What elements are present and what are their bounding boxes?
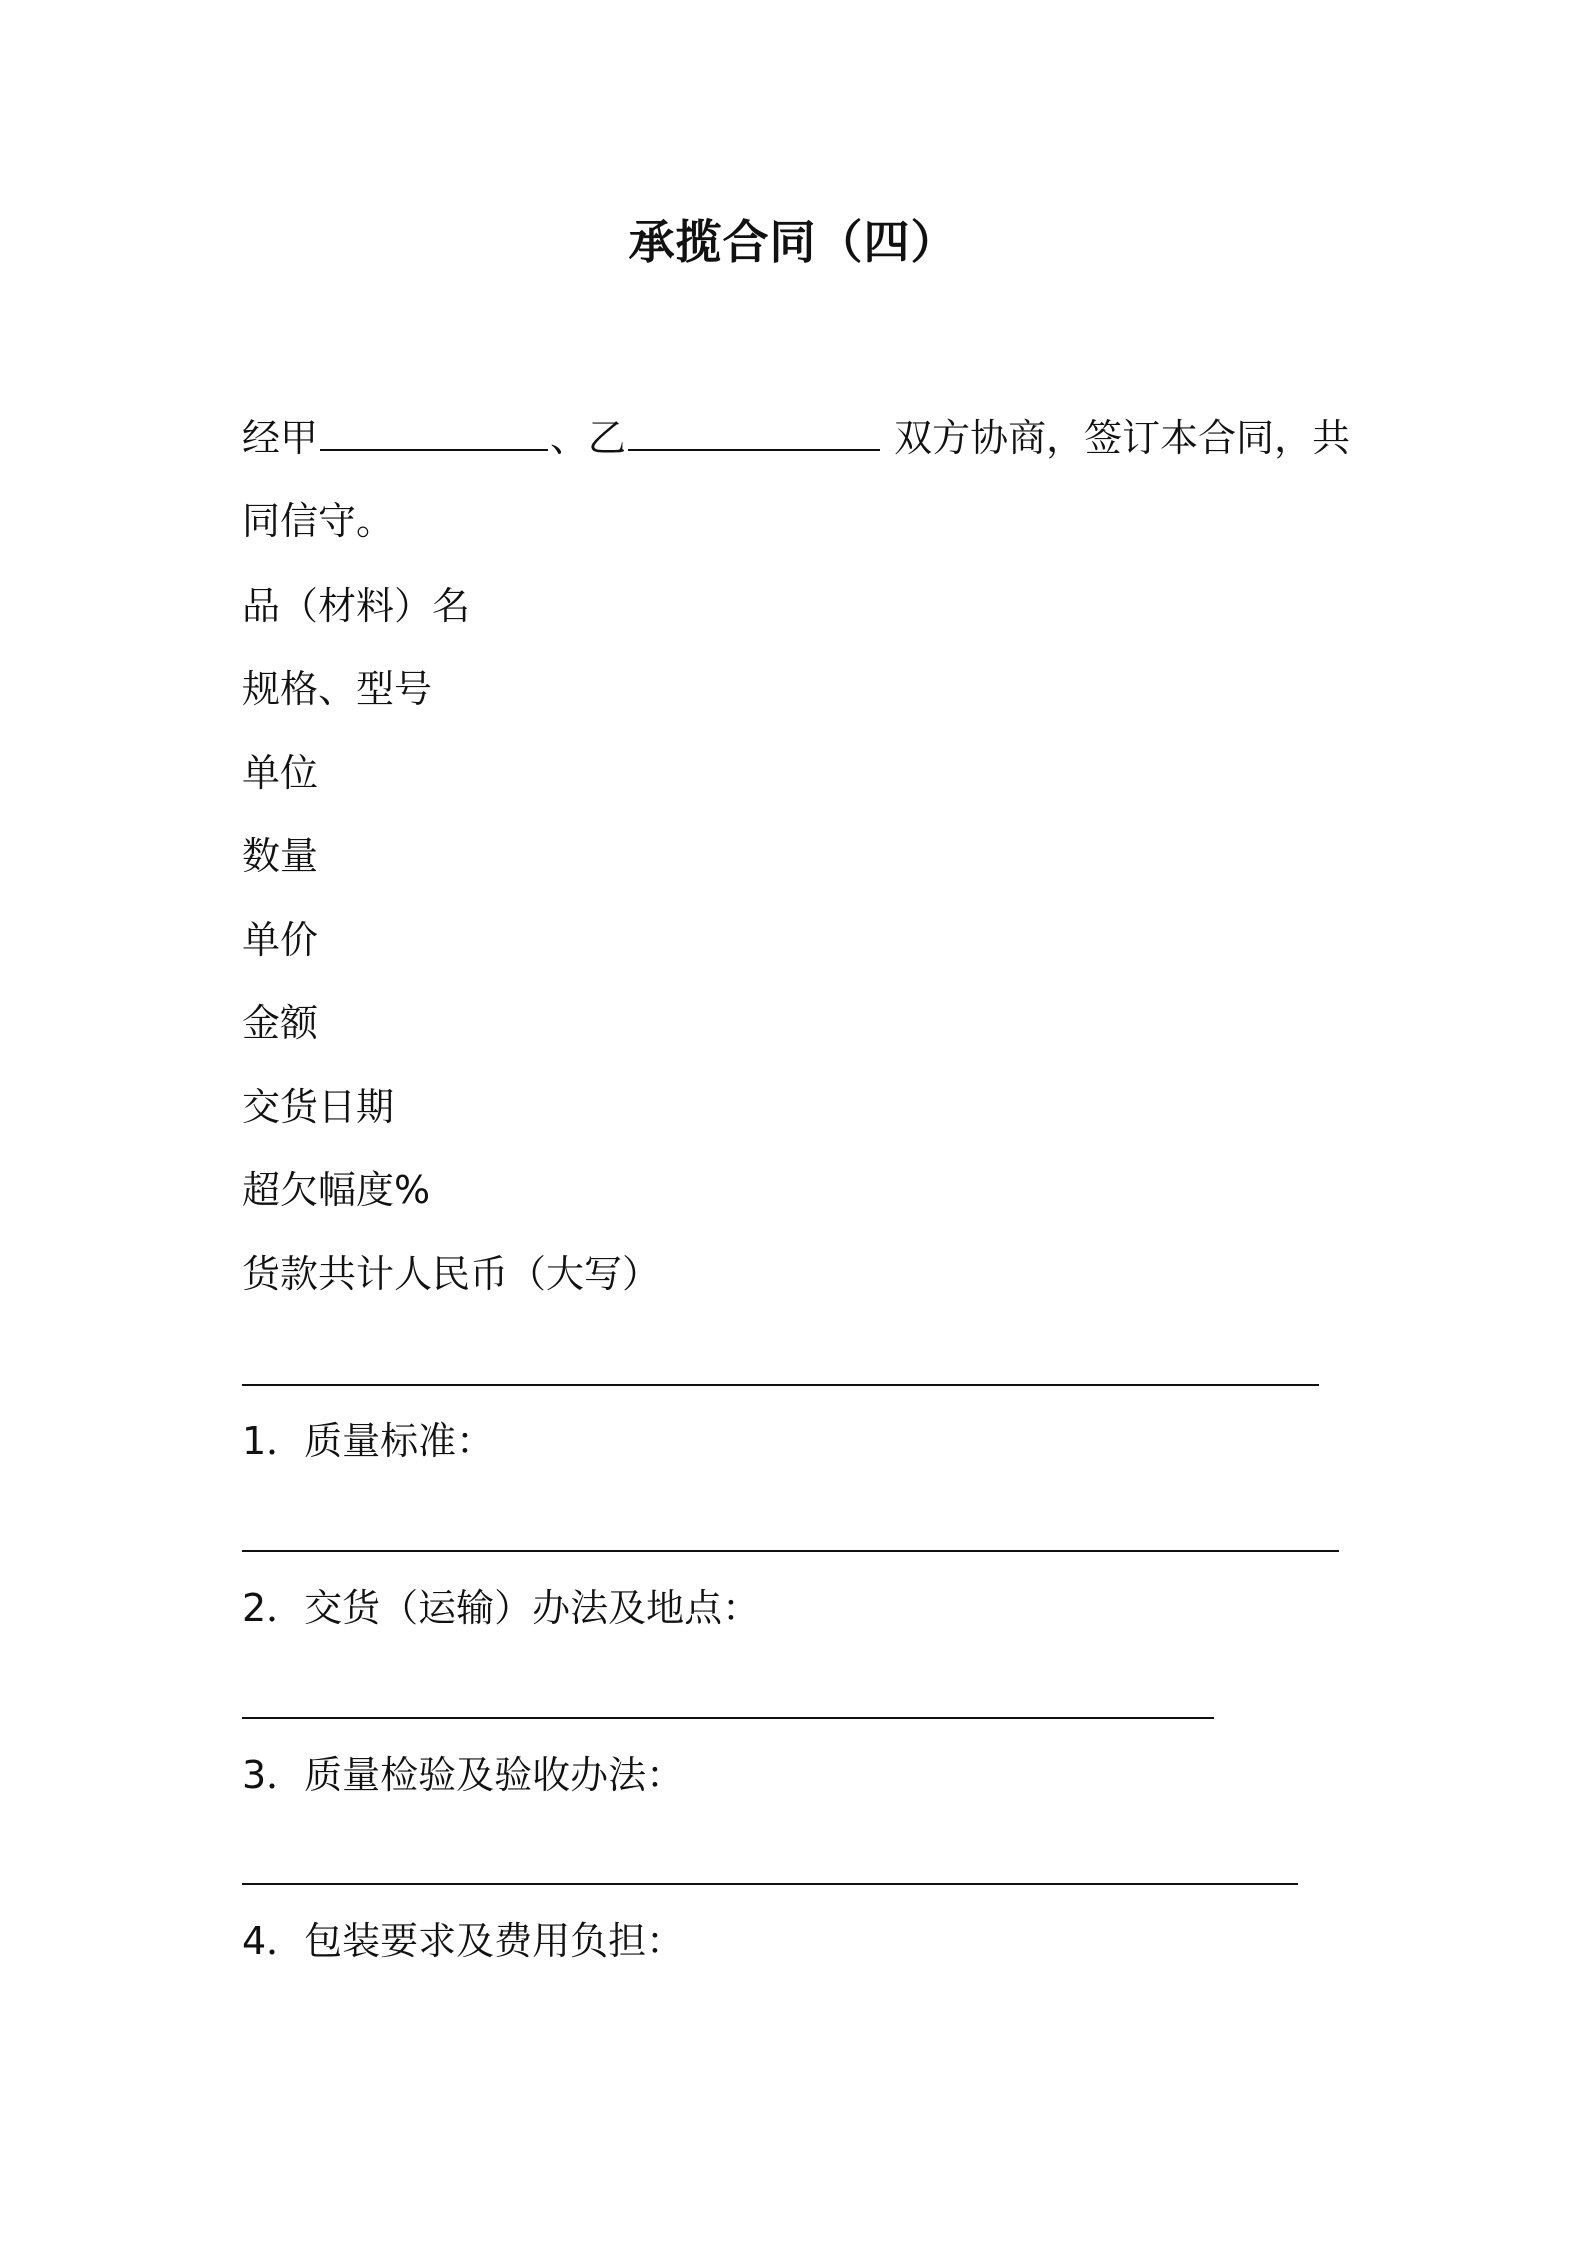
quality-standard-blank-line[interactable] xyxy=(242,1550,1339,1552)
document-title: 承揽合同（四） xyxy=(628,215,958,269)
field-unit: 单位 xyxy=(242,751,319,795)
field-amount: 金额 xyxy=(242,1001,319,1045)
field-delivery-date: 交货日期 xyxy=(242,1085,395,1129)
field-quantity: 数量 xyxy=(242,834,319,878)
intro-agreement-text: 双方协商，签订本合同，共 xyxy=(882,416,1351,460)
intro-party-a-label: 经甲 xyxy=(242,416,319,460)
clause-inspection-method: 3．质量检验及验收办法： xyxy=(242,1753,685,1797)
clause-delivery-method: 2．交货（运输）办法及地点： xyxy=(242,1586,761,1630)
field-unit-price: 单价 xyxy=(242,918,319,962)
field-product-name: 品（材料）名 xyxy=(242,584,471,628)
party-a-blank[interactable] xyxy=(320,419,548,451)
intro-line-2: 同信守。 xyxy=(242,499,395,543)
intro-line-1 xyxy=(242,412,1350,464)
clause-quality-standard: 1．质量标准： xyxy=(242,1419,495,1463)
field-tolerance: 超欠幅度% xyxy=(242,1168,431,1212)
inspection-method-blank-line[interactable] xyxy=(242,1883,1298,1885)
clause-packaging: 4．包装要求及费用负担： xyxy=(242,1919,685,1963)
field-spec-model: 规格、型号 xyxy=(242,667,433,711)
field-total-rmb: 货款共计人民币（大写） xyxy=(242,1252,661,1296)
party-b-blank[interactable] xyxy=(628,419,880,451)
intro-party-b-label: 、乙 xyxy=(550,416,627,460)
delivery-method-blank-line[interactable] xyxy=(242,1717,1214,1719)
total-amount-blank-line[interactable] xyxy=(242,1384,1319,1386)
